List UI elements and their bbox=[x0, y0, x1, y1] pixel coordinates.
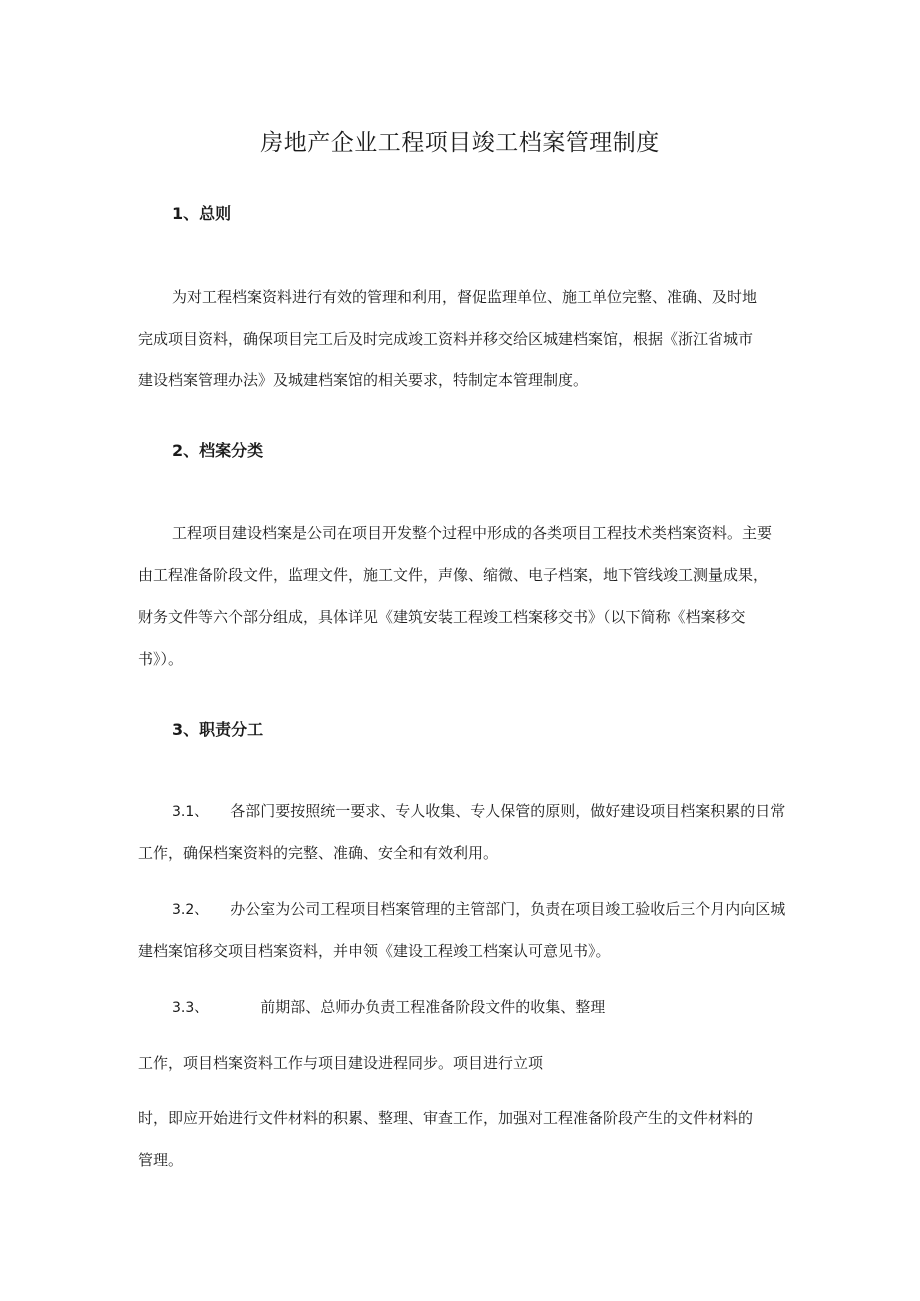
paragraph-line: 书》）。 bbox=[138, 650, 184, 668]
document-title: 房地产企业工程项目竣工档案管理制度 bbox=[260, 130, 660, 156]
paragraph-line: 管理。 bbox=[138, 1151, 184, 1169]
clause-number: 3.1、 bbox=[172, 804, 209, 820]
paragraph-line: 完成项目资料，确保项目完工后及时完成竣工资料并移交给区城建档案馆，根据《浙江省城市 bbox=[138, 330, 754, 348]
paragraph-line: 工程项目建设档案是公司在项目开发整个过程中形成的各类项目工程技术类档案资料。主要 bbox=[172, 524, 773, 542]
paragraph-line: 财务文件等六个部分组成，具体详见《建筑安装工程竣工档案移交书》（以下简称《档案移交 bbox=[138, 608, 746, 626]
clause-number: 3.3、 bbox=[172, 1000, 209, 1016]
paragraph-line: 工作，确保档案资料的完整、准确、安全和有效利用。 bbox=[138, 844, 499, 862]
paragraph-line: 时，即应开始进行文件材料的积累、整理、审查工作，加强对工程准备阶段产生的文件材料的 bbox=[138, 1109, 754, 1127]
clause-3-1-line bbox=[172, 800, 785, 821]
clause-3-3-line bbox=[172, 996, 605, 1017]
paragraph-line: 为对工程档案资料进行有效的管理和利用，督促监理单位、施工单位完整、准确、及时地 bbox=[172, 288, 758, 306]
clause-text: 各部门要按照统一要求、专人收集、专人保管的原则，做好建设项目档案积累的日常 bbox=[230, 802, 786, 820]
paragraph-line: 建档案馆移交项目档案资料，并申领《建设工程竣工档案认可意见书》。 bbox=[138, 942, 611, 960]
clause-text: 办公室为公司工程项目档案管理的主管部门，负责在项目竣工验收后三个月内向区城 bbox=[230, 900, 786, 918]
clause-number: 3.2、 bbox=[172, 902, 209, 918]
paragraph-line: 工作，项目档案资料工作与项目建设进程同步。项目进行立项 bbox=[138, 1054, 544, 1072]
paragraph-line: 由工程准备阶段文件，监理文件，施工文件，声像、缩微、电子档案，地下管线竣工测量成果， bbox=[138, 566, 769, 584]
clause-3-2-line bbox=[172, 898, 785, 919]
section-heading-responsibilities: 3、职责分工 bbox=[172, 720, 264, 739]
section-heading-general: 1、总则 bbox=[172, 204, 232, 223]
clause-text: 前期部、总师办负责工程准备阶段文件的收集、整理 bbox=[260, 998, 606, 1016]
paragraph-line: 建设档案管理办法》及城建档案馆的相关要求，特制定本管理制度。 bbox=[138, 371, 589, 389]
section-heading-classification: 2、档案分类 bbox=[172, 441, 264, 460]
